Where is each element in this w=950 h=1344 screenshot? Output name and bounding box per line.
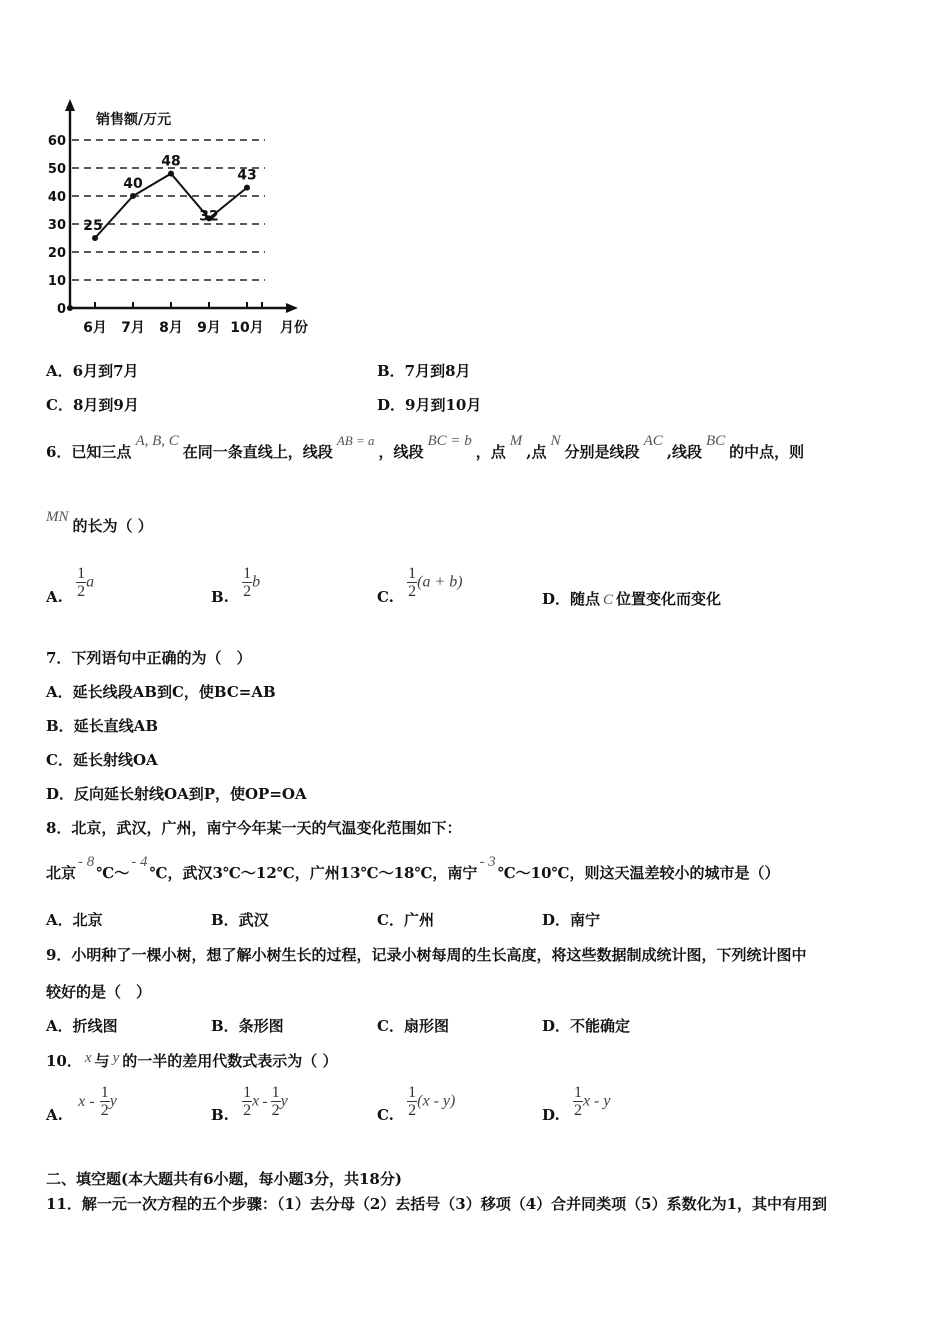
origin-point: [67, 305, 73, 311]
y-tick-label: 40: [47, 190, 66, 205]
data-point: [244, 185, 250, 191]
x-tick-label: 7月: [121, 320, 145, 336]
q7-option-a: A．延长线段AB到C，使BC=AB: [46, 683, 276, 701]
q8-option-d: D．南宁: [542, 911, 601, 929]
data-label: 32: [199, 208, 219, 225]
q7-option-c: C．延长射线OA: [46, 751, 158, 769]
data-point: [130, 193, 136, 199]
data-label: 48: [161, 153, 181, 170]
sales-line-chart: [40, 95, 340, 355]
q7-option-d: D．反向延长射线OA到P，使OP=OA: [46, 785, 307, 803]
q7-stem: 7．下列语句中正确的为（ ）: [46, 649, 252, 667]
y-axis-arrow: [65, 99, 75, 111]
q9-option-a: A．折线图: [46, 1017, 118, 1035]
q10-option-d: D. $\frac{1}{2}$ x - y: [542, 1084, 611, 1124]
q9-stem-cont: 较好的是（ ）: [46, 983, 152, 1001]
data-label: 25: [83, 218, 103, 234]
data-point: [92, 235, 98, 241]
data-label: 40: [123, 176, 143, 192]
q10-stem: 10． x 与 y 的一半的差用代数式表示为（ ）: [46, 1050, 338, 1070]
q8-option-b: B．武汉: [211, 911, 269, 929]
q5-option-b: B．7月到8月: [377, 362, 471, 380]
data-point: [168, 171, 174, 177]
q7-option-b: B．延长直线AB: [46, 717, 158, 735]
y-tick-label: 50: [47, 162, 66, 177]
x-tick-label: 9月: [197, 320, 221, 336]
q8-temperatures: 北京- 8℃～- 4℃，武汉3℃～12℃，广州13℃～18℃，南宁- 3℃～10℃，则这天温差较小的城市是（）: [46, 854, 780, 882]
data-label: 43: [237, 167, 257, 184]
q9-option-d: D．不能确定: [542, 1017, 631, 1035]
q6-stem: 6．已知三点A, B, C在同一条直线上，线段AB = a，线段BC = b，点M,点N分别是线段AC,线段BC的中点，则: [46, 433, 805, 461]
y-tick-label: 10: [47, 274, 66, 289]
y-tick-label: 60: [47, 134, 66, 149]
q11-stem: 11．解一元一次方程的五个步骤：（1）去分母（2）去括号（3）移项（4）合并同类项（5）系数化为1，其中有用到: [46, 1195, 828, 1213]
q5-option-c: C．8月到9月: [46, 396, 139, 414]
q6-option-b: B. $\frac{1}{2}$ b: [211, 565, 261, 606]
q6-option-c: C. $\frac{1}{2}$ (a + b): [377, 565, 463, 606]
q9-option-b: B．条形图: [211, 1017, 284, 1035]
q5-option-d: D．9月到10月: [377, 396, 482, 414]
q10-option-b: B. $\frac{1}{2}$ x - $\frac{1}{2}$ y: [211, 1084, 288, 1124]
y-tick-label: 20: [47, 246, 66, 261]
q6-option-a: A. $\frac{1}{2}$ a: [46, 565, 95, 606]
x-tick-label: 10月: [230, 320, 264, 336]
q9-option-c: C．扇形图: [377, 1017, 449, 1035]
y-tick-label: 30: [47, 218, 66, 233]
q8-option-a: A．北京: [46, 911, 103, 929]
y-axis-title: 销售额/万元: [96, 112, 172, 128]
x-tick-label: 6月: [83, 320, 107, 336]
q8-stem: 8．北京，武汉，广州，南宁今年某一天的气温变化范围如下：: [46, 819, 462, 837]
section-2-title: 二、填空题(本大题共有6小题，每小题3分，共18分): [46, 1170, 402, 1188]
x-tick-label: 8月: [159, 320, 183, 336]
q5-option-a: A．6月到7月: [46, 362, 139, 380]
q6-stem-cont: MN 的长为（ ）: [46, 509, 153, 535]
q9-stem: 9．小明种了一棵小树，想了解小树生长的过程，记录小树每周的生长高度，将这些数据制成统计图，下列统计图中: [46, 946, 807, 964]
q8-option-c: C．广州: [377, 911, 434, 929]
series-line: [95, 174, 247, 238]
q10-option-a: A. x - $\frac{1}{2}$ y: [46, 1084, 117, 1124]
x-axis-title: 月份: [280, 320, 308, 336]
x-axis-arrow: [286, 303, 298, 313]
q10-option-c: C. $\frac{1}{2}$ (x - y): [377, 1084, 456, 1124]
y-tick-label: 0: [56, 302, 66, 317]
q6-option-d: D．随点 C 位置变化而变化: [542, 590, 722, 608]
